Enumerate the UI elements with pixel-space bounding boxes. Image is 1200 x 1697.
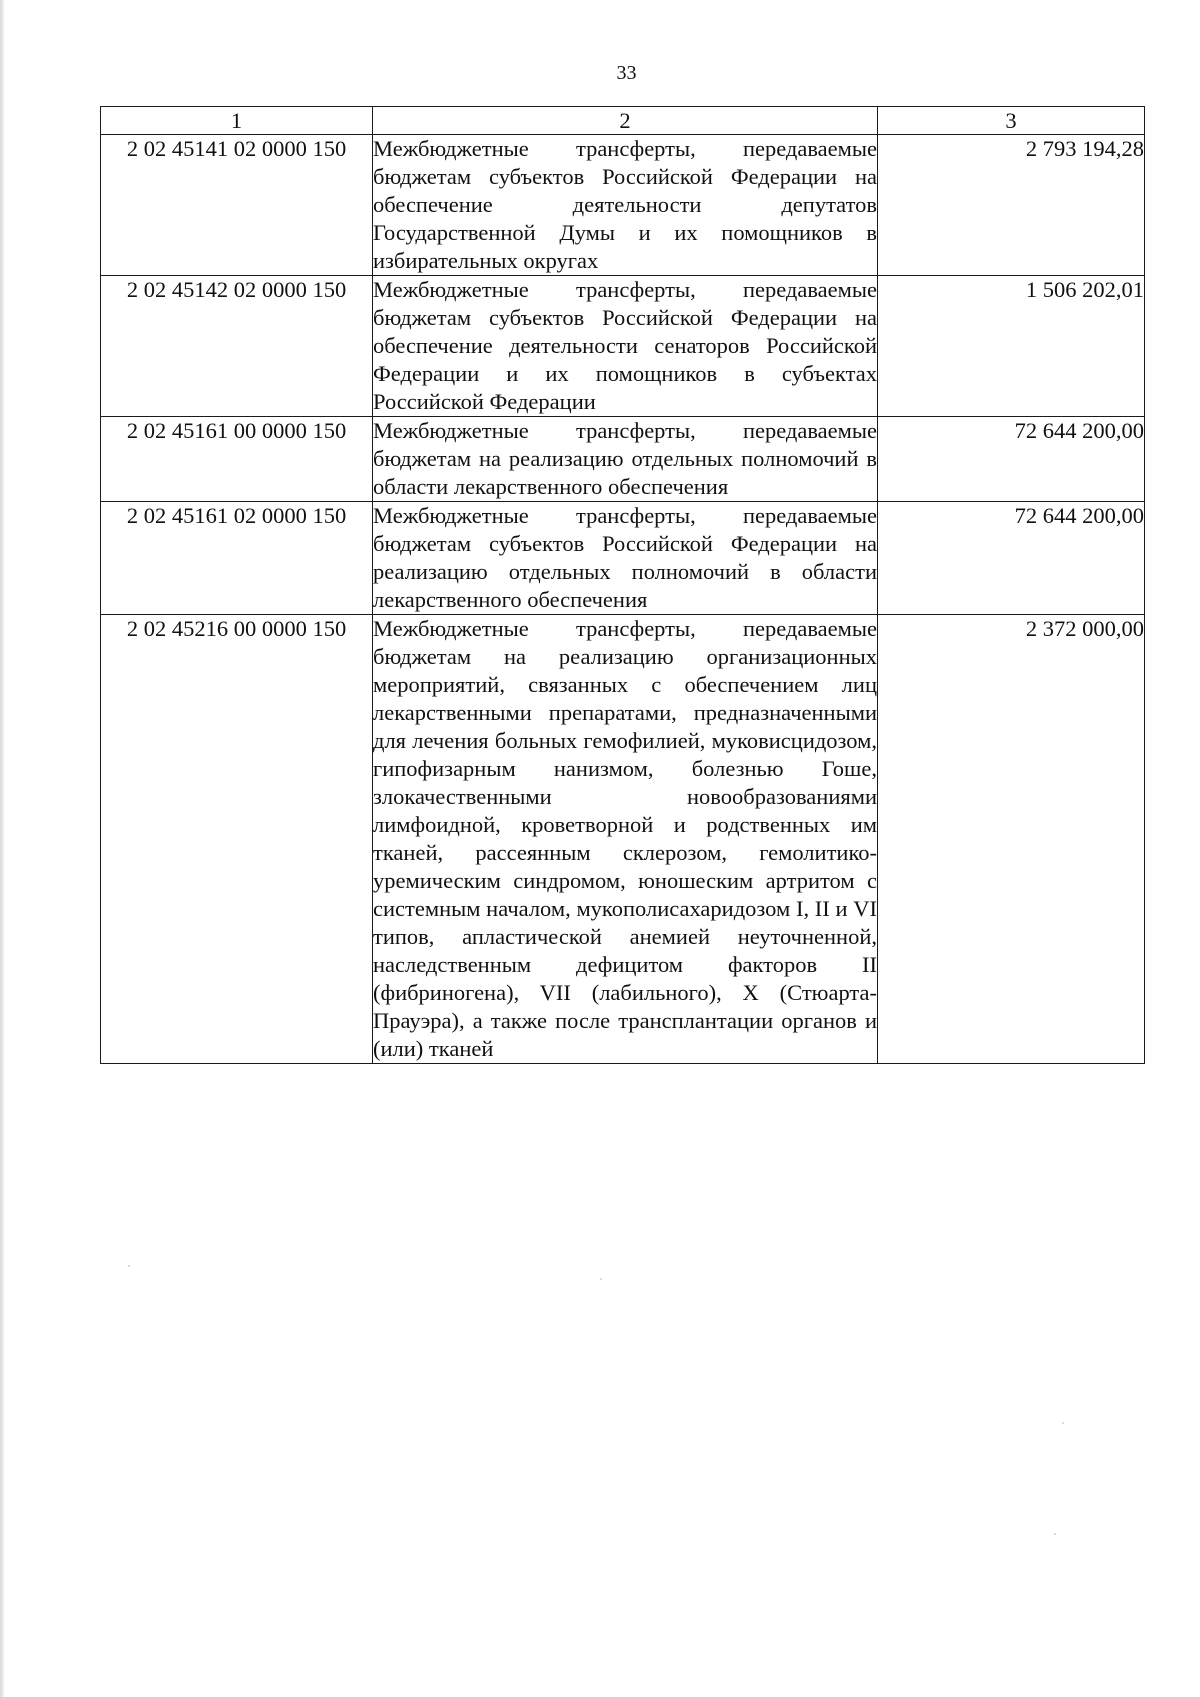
column-header-amount: 3 — [878, 107, 1145, 135]
budget-code-cell: 2 02 45161 02 0000 150 — [101, 502, 373, 615]
scan-speck — [128, 1265, 130, 1267]
table-row — [101, 615, 1145, 1064]
budget-table — [100, 106, 1145, 1064]
budget-code-cell: 2 02 45216 00 0000 150 — [101, 615, 373, 1064]
transfer-name-cell: Межбюджетные трансферты, передаваемые бюджетам субъектов Российской Федерации на обеспечение деятельности депутатов Государственной Думы и их помощников в избирательных округах — [373, 135, 878, 276]
transfer-name-cell: Межбюджетные трансферты, передаваемые бюджетам субъектов Российской Федерации на реализацию отдельных полномочий в области лекарственного обеспечения — [373, 502, 878, 615]
column-header-code: 1 — [101, 107, 373, 135]
table-row — [101, 502, 1145, 615]
amount-cell: 72 644 200,00 — [878, 417, 1145, 502]
column-header-name: 2 — [373, 107, 878, 135]
budget-code-cell: 2 02 45161 00 0000 150 — [101, 417, 373, 502]
transfer-name-cell: Межбюджетные трансферты, передаваемые бюджетам на реализацию отдельных полномочий в области лекарственного обеспечения — [373, 417, 878, 502]
amount-cell: 2 793 194,28 — [878, 135, 1145, 276]
page-number: 33 — [616, 62, 637, 84]
table-row — [101, 276, 1145, 417]
scan-speck — [600, 1278, 602, 1280]
transfer-name-cell: Межбюджетные трансферты, передаваемые бюджетам субъектов Российской Федерации на обеспечение деятельности сенаторов Российской Федерации и их помощников в субъектах Российской Федерации — [373, 276, 878, 417]
budget-code-cell: 2 02 45142 02 0000 150 — [101, 276, 373, 417]
table-header-row — [101, 107, 1145, 135]
budget-code-cell: 2 02 45141 02 0000 150 — [101, 135, 373, 276]
table-row — [101, 417, 1145, 502]
scan-speck — [1062, 1422, 1064, 1424]
amount-cell: 2 372 000,00 — [878, 615, 1145, 1064]
scan-speck — [1054, 1533, 1056, 1535]
amount-cell: 1 506 202,01 — [878, 276, 1145, 417]
scan-edge-shadow — [0, 0, 4, 1697]
transfer-name-cell: Межбюджетные трансферты, передаваемые бюджетам на реализацию организационных мероприятий, связанных с обеспечением лиц лекарственными препаратами, предназначенными для лечения больных гемофилией, муковисцидозом, гипофизарным нанизмом, болезнью Гоше, злокачественными новообразованиями лимфоидной, кроветворной и родственных им тканей, рассеянным склерозом, гемолитико-уремическим синдромом, юношеским артритом с системным началом, мукополисахаридозом I, II и VI типов, апластической анемией неуточненной, наследственным дефицитом факторов II (фибриногена), VII (лабильного), X (Стюарта-Прауэра), а также после трансплантации органов и (или) тканей — [373, 615, 878, 1064]
table-row — [101, 135, 1145, 276]
amount-cell: 72 644 200,00 — [878, 502, 1145, 615]
